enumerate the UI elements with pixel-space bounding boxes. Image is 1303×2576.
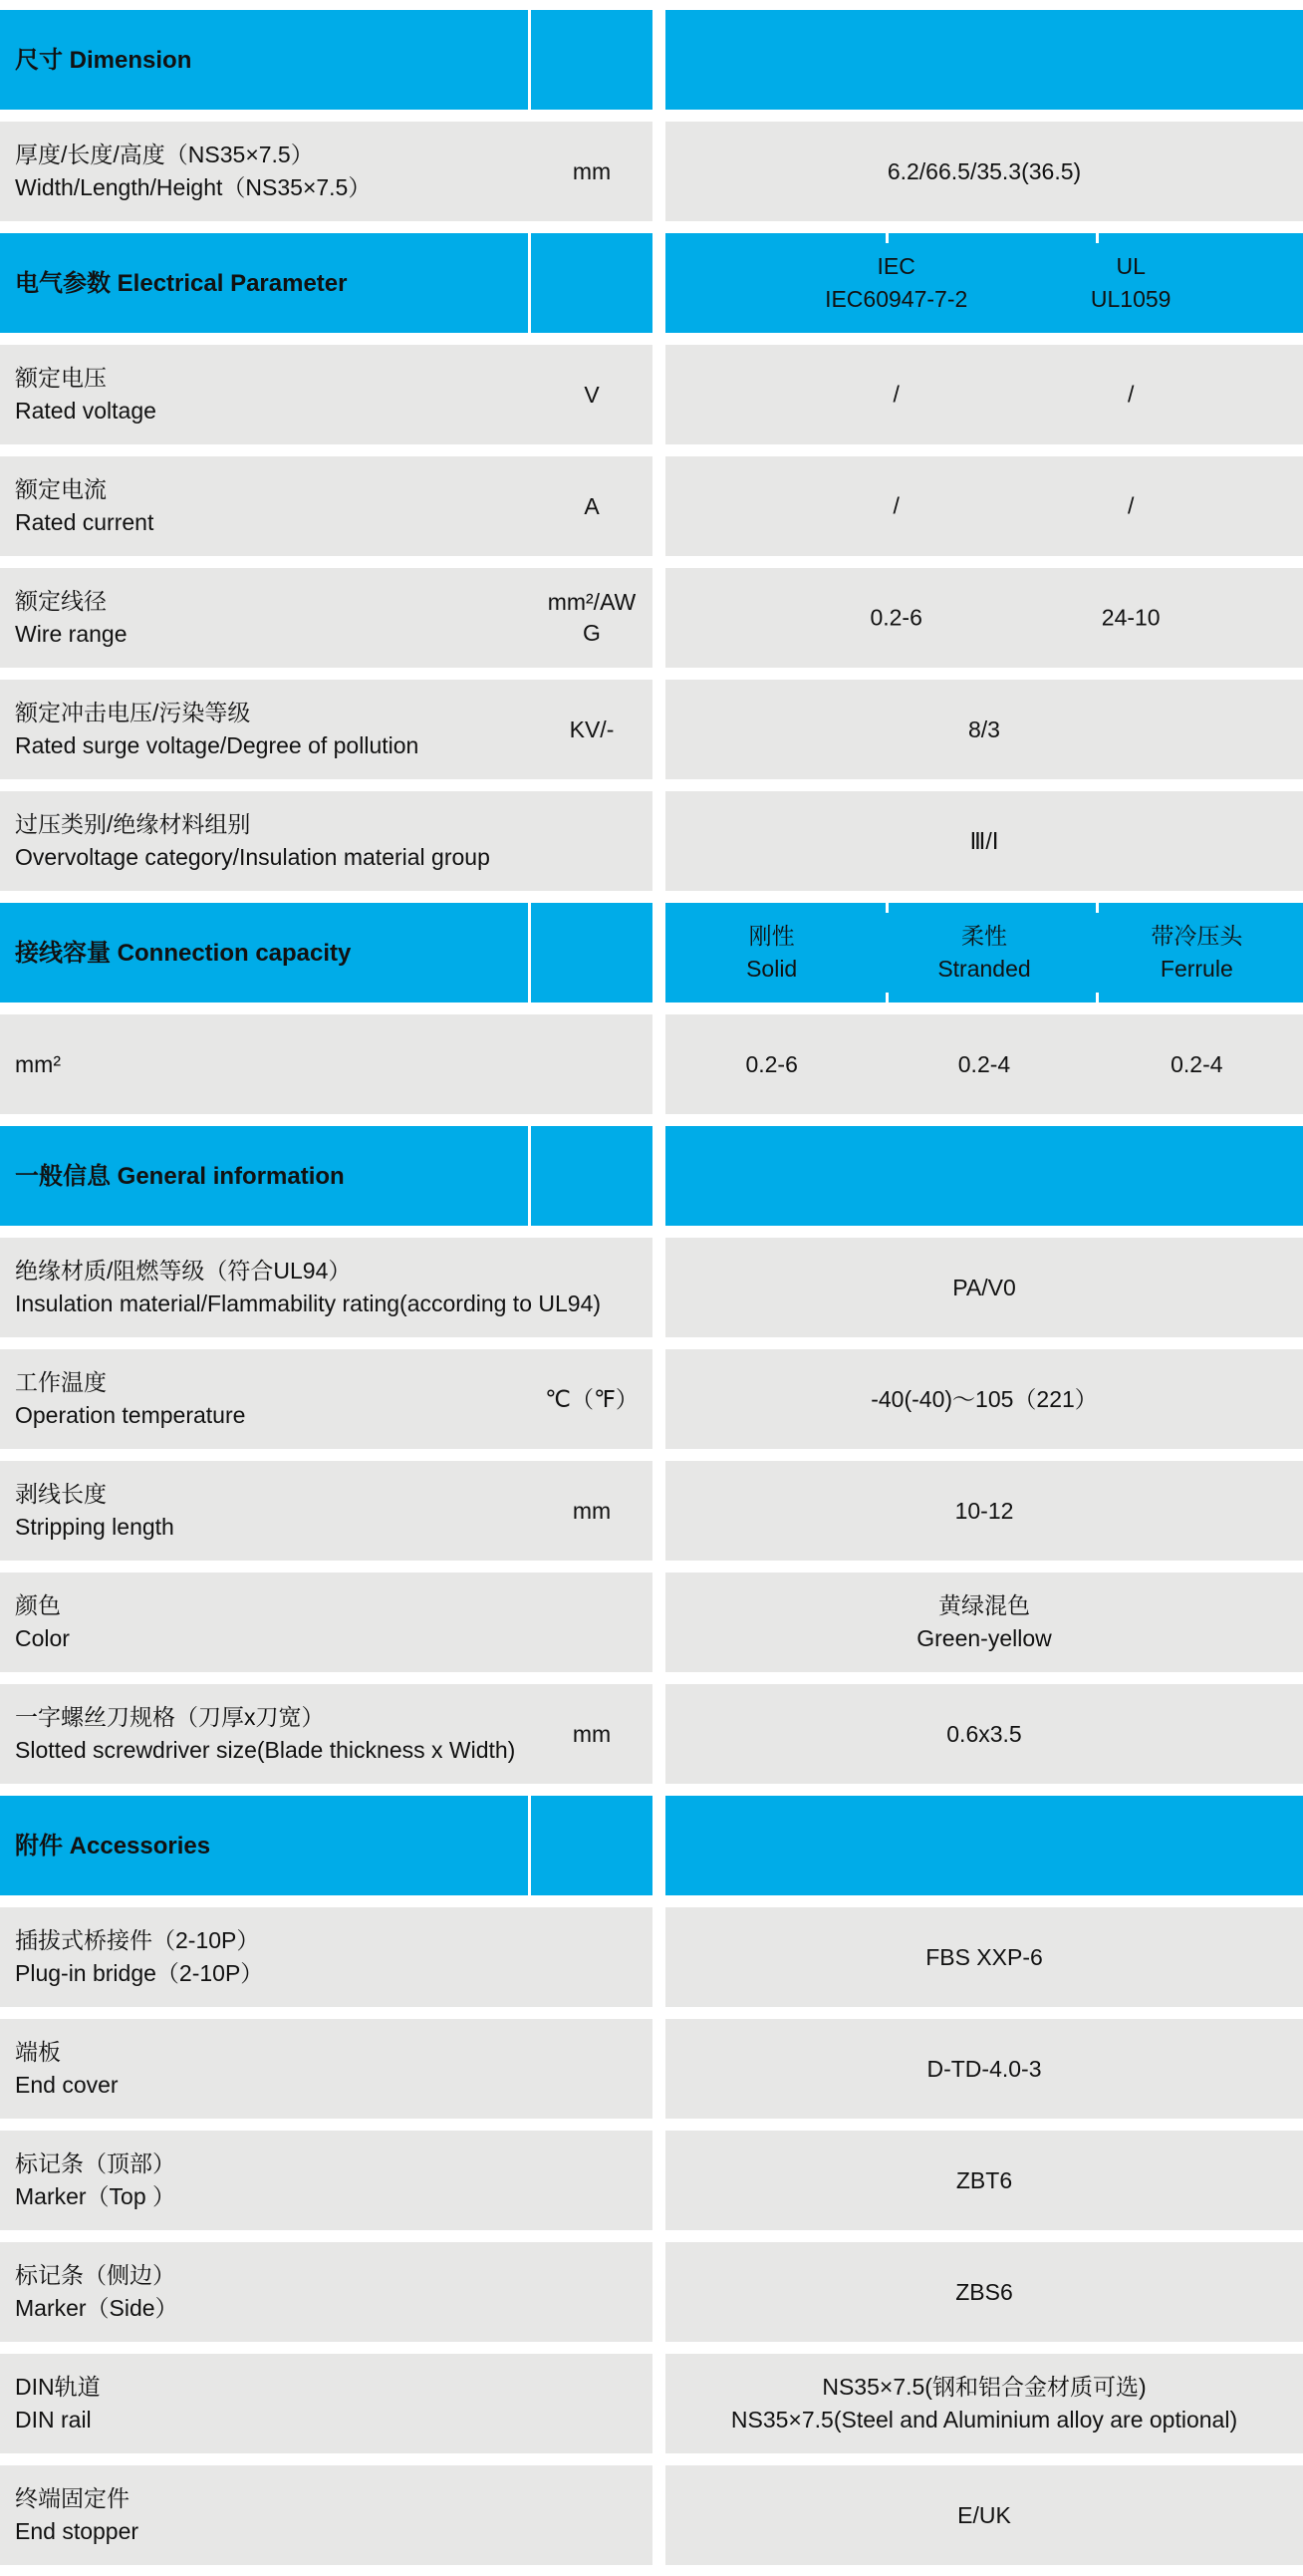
column-divider — [886, 903, 889, 913]
value-ul: / — [1127, 492, 1135, 519]
value: E/UK — [957, 2501, 1011, 2528]
row-surge-voltage-pollution — [0, 680, 1303, 779]
value — [916, 1589, 1052, 1655]
section-accessories — [0, 1796, 1303, 1895]
row-connection-capacity-mm2 — [0, 1014, 1303, 1114]
column-divider — [886, 233, 889, 243]
value: ZBT6 — [955, 2166, 1013, 2193]
section-electrical-parameter — [0, 233, 1303, 333]
section-title: 附件 Accessories — [15, 1832, 211, 1860]
label-zh: 过压类别/绝缘材料组别 — [15, 811, 251, 837]
label-en: Operation temperature — [15, 1402, 246, 1428]
label-zh: 标记条（顶部） — [15, 2150, 175, 2176]
section-title: 尺寸 Dimension — [15, 46, 192, 74]
label-en: Marker（Side） — [15, 2295, 178, 2321]
column-header-solid: 刚性 Solid — [746, 923, 798, 982]
row-insulation-flammability — [0, 1238, 1303, 1337]
label-en: Plug-in bridge（2-10P） — [15, 1960, 264, 1986]
section-value-cell — [665, 10, 1303, 110]
label-en: DIN rail — [15, 2407, 92, 2433]
label-en: Rated voltage — [15, 398, 156, 424]
column-header-iec — [825, 250, 967, 316]
value-ul: / — [1127, 381, 1135, 408]
label-en: End stopper — [15, 2518, 139, 2544]
value-ferrule: 0.2-4 — [1171, 1050, 1223, 1077]
value: FBS XXP-6 — [925, 1943, 1043, 1970]
value: 10-12 — [954, 1497, 1014, 1524]
column-header-stranded: 柔性 Stranded — [937, 923, 1031, 982]
unit-label: A — [584, 492, 600, 519]
label-zh: 一字螺丝刀规格（刀厚x刀宽） — [15, 1704, 325, 1730]
value: 6.2/66.5/35.3(36.5) — [887, 157, 1082, 184]
value-zh: NS35×7.5(钢和铝合金材质可选) — [822, 2374, 1147, 2400]
row-wire-range — [0, 568, 1303, 668]
section-title: 电气参数 Electrical Parameter — [15, 269, 348, 297]
row-marker-side — [0, 2242, 1303, 2342]
label-en: Overvoltage category/Insulation material group — [15, 844, 490, 870]
label-zh: 端板 — [15, 2039, 61, 2065]
column-divider — [886, 993, 889, 1002]
value: 0.6x3.5 — [946, 1720, 1022, 1747]
unit-label: ℃（℉） — [545, 1385, 639, 1412]
value: Ⅲ/Ⅰ — [969, 827, 999, 854]
row-plug-in-bridge — [0, 1907, 1303, 2007]
row-screwdriver-size — [0, 1684, 1303, 1784]
row-din-rail — [0, 2354, 1303, 2453]
label-zh: mm² — [15, 1050, 61, 1077]
label-zh: 厚度/长度/高度（NS35×7.5） — [15, 142, 314, 167]
label-zh: 绝缘材质/阻燃等级（符合UL94） — [15, 1258, 352, 1284]
value-iec: 0.2-6 — [870, 604, 922, 631]
standard-number: IEC60947-7-2 — [825, 286, 968, 312]
value: ZBS6 — [955, 2278, 1013, 2305]
label-en: Rated surge voltage/Degree of pollution — [15, 732, 419, 758]
section-title: 一般信息 General information — [15, 1162, 345, 1190]
value-en: Green-yellow — [916, 1625, 1052, 1651]
row-width-length-height — [0, 122, 1303, 221]
unit-label: mm — [572, 1720, 612, 1747]
label-en: End cover — [15, 2072, 119, 2098]
label-zh: 额定电压 — [15, 365, 107, 391]
section-general-information — [0, 1126, 1303, 1226]
value: 8/3 — [968, 716, 1000, 742]
row-end-cover — [0, 2019, 1303, 2119]
value: -40(-40)～105（221） — [871, 1385, 1098, 1412]
value: D-TD-4.0-3 — [926, 2055, 1042, 2082]
column-divider — [1096, 993, 1099, 1002]
standard-name: IEC — [877, 253, 915, 279]
column-header-ferrule: 带冷压头 Ferrule — [1151, 923, 1243, 982]
section-dimension — [0, 10, 1303, 110]
label-en: Stripping length — [15, 1514, 174, 1540]
value-iec: / — [893, 492, 900, 519]
unit-label: mm — [572, 157, 612, 184]
label-zh: 额定电流 — [15, 476, 107, 502]
label-en: Insulation material/Flammability rating(according to UL94) — [15, 1290, 602, 1316]
value-iec: / — [893, 381, 900, 408]
row-rated-current — [0, 456, 1303, 556]
label-zh: 工作温度 — [15, 1369, 107, 1395]
value-solid: 0.2-6 — [745, 1050, 798, 1077]
value-en: NS35×7.5(Steel and Aluminium alloy are optional) — [730, 2407, 1238, 2433]
column-divider — [1096, 233, 1099, 243]
label-en: Marker（Top ） — [15, 2183, 176, 2209]
label-zh: 插拔式桥接件（2-10P） — [15, 1927, 260, 1953]
value-ul: 24-10 — [1101, 604, 1161, 631]
unit-label: mm — [572, 1497, 612, 1524]
section-connection-capacity — [0, 903, 1303, 1002]
value-zh: 黄绿混色 — [938, 1592, 1030, 1618]
unit-label: mm²/AWG — [547, 589, 637, 646]
label-zh: 剥线长度 — [15, 1481, 107, 1507]
row-overvoltage-insulation-group — [0, 791, 1303, 891]
unit-label: KV/- — [569, 716, 615, 742]
label-en: Color — [15, 1625, 70, 1651]
label-zh: 标记条（侧边） — [15, 2262, 175, 2288]
column-header-ul — [1091, 250, 1172, 316]
row-color — [0, 1573, 1303, 1672]
section-title-cell — [0, 10, 652, 110]
row-rated-voltage — [0, 345, 1303, 444]
label-zh: 颜色 — [15, 1592, 61, 1618]
standard-name: UL — [1116, 253, 1146, 279]
label-zh: 终端固定件 — [15, 2485, 130, 2511]
label-zh: DIN轨道 — [15, 2374, 101, 2400]
value — [731, 2371, 1237, 2436]
label-en: Wire range — [15, 621, 128, 647]
standard-number: UL1059 — [1090, 286, 1172, 312]
label-zh: 额定冲击电压/污染等级 — [15, 700, 251, 725]
label-zh: 额定线径 — [15, 588, 107, 614]
column-divider — [1096, 903, 1099, 913]
label-en: Width/Length/Height（NS35×7.5） — [15, 174, 372, 200]
unit-label: V — [584, 381, 600, 408]
value-stranded: 0.2-4 — [957, 1050, 1011, 1077]
label-en: Rated current — [15, 509, 154, 535]
row-operation-temperature — [0, 1349, 1303, 1449]
row-stripping-length — [0, 1461, 1303, 1561]
row-end-stopper — [0, 2465, 1303, 2565]
row-marker-top — [0, 2131, 1303, 2230]
unit-cell — [531, 10, 652, 110]
value: PA/V0 — [952, 1274, 1016, 1300]
label-en: Slotted screwdriver size(Blade thickness x Width) — [15, 1737, 516, 1763]
section-title: 接线容量 Connection capacity — [15, 939, 352, 967]
